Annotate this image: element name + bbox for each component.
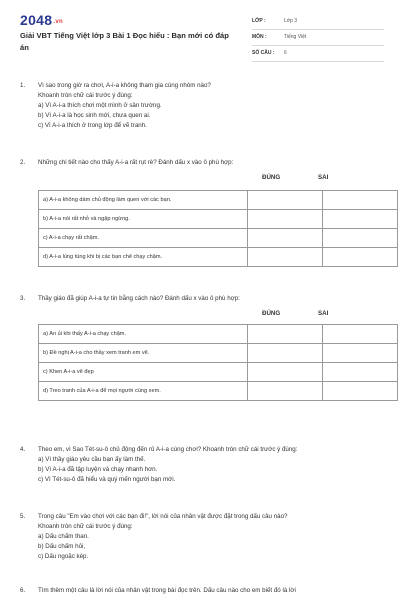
question-1-text: Vì sao trong giờ ra chơi, A-i-a không tham gia cùng nhóm nào?	[38, 82, 211, 89]
worksheet-page: 2048.vn Giải VBT Tiếng Việt lớp 3 Bài 1 Đọc hiểu : Bạn mới có đáp án LỚP : Lớp 3 MÔN : Tiếng Việt SỐ CÂU : 6 1. Vì sao trong giờ ra chơi, A-i-a không tham gia cùng nhóm nào? Khoanh tròn chữ cái trước ý đúng: a) Vì A-i-a thích chơi một mình ở sân trường. b) Vì A-i-a là học sinh mới, chưa quen ai. c) Vì A-i-a thích ở trong lớp để vẽ tranh. 2. Những chi tiết nào cho thấy A-i-a rất rụt rè? Đánh dấu x vào ô phù hợp: ĐÚNG SAI a) A-i-a không dám chủ động làm quen với các bạn. b) A-i-a nói rất nhỏ và ngập ngừng. c) A-i-a chạy rất chậm. d) A-i-a lúng túng khi bị các bạn chê chạy chậm. 3. Thầy giáo đã giúp A-i-a tự tin bằng cách nào? Đánh dấu x vào ô phù hợp: ĐÚNG SAI a) An ủi khi thấy A-i-a chạy chậm. b) Đề nghị A-i-a cho thầy xem tranh em vẽ. c) Khen A-i-a vẽ đẹp d) Treo tranh của A-i-a để mọi người cùng xem. 4. Theo em, vì Sao Tét-su-ô chủ động đến rủ A-i-a cùng chơi? Khoanh tròn chữ cái trước ý đúng: a) Vì thầy giáo yêu cầu bạn ấy làm thế. b) Vì A-i-a đã tập luyện và chạy nhanh hơn. c) Vì Tét-su-ô đã hiểu và quý mến người bạn mới. 5. Trong câu "Em vào chơi với các bạn đi!", lời nói của nhân vật được đặt trong dấu câu nào? Khoanh tròn chữ cái trước ý đúng: a) Dấu chấm than. b) Dấu chấm hỏi, c) Dấu ngoặc kép. 6. Tìm thêm một câu là lời nói của nhân vật trong bài đọc trên. Dấu câu nào cho em biết đó là lời	[0, 0, 400, 600]
site-logo[interactable]: 2048.vn	[20, 12, 63, 28]
q2-row-a-dung-cell[interactable]	[248, 191, 323, 210]
q2-header-dung: ĐÚNG	[262, 174, 281, 181]
question-5-option-b[interactable]: b) Dấu chấm hỏi,	[38, 543, 86, 550]
q3-header-dung: ĐÚNG	[262, 310, 281, 317]
q3-row-c-sai-cell[interactable]	[323, 363, 398, 382]
meta-row-grade: LỚP : Lớp 3	[252, 14, 384, 30]
question-1-option-c[interactable]: c) Vì A-i-a thích ở trong lớp để vẽ tranh.	[38, 122, 147, 129]
question-5-option-a[interactable]: a) Dấu chấm than.	[38, 533, 89, 540]
table-row	[39, 229, 398, 248]
question-2-text: Những chi tiết nào cho thấy A-i-a rất rụt rè? Đánh dấu x vào ô phù hợp:	[38, 159, 234, 166]
q2-row-c-text: c) A-i-a chạy rất chậm.	[39, 229, 248, 248]
table-row	[39, 191, 398, 210]
table-row	[39, 382, 398, 401]
q2-row-c-dung-cell[interactable]	[248, 229, 323, 248]
q3-row-d-sai-cell[interactable]	[323, 382, 398, 401]
q2-row-d-dung-cell[interactable]	[248, 248, 323, 267]
q3-row-b-sai-cell[interactable]	[323, 344, 398, 363]
question-3-text: Thầy giáo đã giúp A-i-a tự tin bằng cách nào? Đánh dấu x vào ô phù hợp:	[38, 295, 240, 302]
question-1-instruction: Khoanh tròn chữ cái trước ý đúng:	[38, 92, 133, 99]
table-row	[39, 363, 398, 382]
question-5-option-c[interactable]: c) Dấu ngoặc kép.	[38, 553, 89, 560]
q2-row-d-text: d) A-i-a lúng túng khi bị các bạn chê chạy chậm.	[39, 248, 248, 267]
q3-row-d-dung-cell[interactable]	[248, 382, 323, 401]
q2-row-b-text: b) A-i-a nói rất nhỏ và ngập ngừng.	[39, 210, 248, 229]
question-1-option-a[interactable]: a) Vì A-i-a thích chơi một mình ở sân trường.	[38, 102, 162, 109]
q2-row-b-sai-cell[interactable]	[323, 210, 398, 229]
q3-row-d-text: d) Treo tranh của A-i-a để mọi người cùng xem.	[39, 382, 248, 401]
q2-row-c-sai-cell[interactable]	[323, 229, 398, 248]
question-3-table	[38, 324, 398, 401]
question-2-table	[38, 190, 398, 267]
q3-row-a-sai-cell[interactable]	[323, 325, 398, 344]
question-6-text: Tìm thêm một câu là lời nói của nhân vật trong bài đọc trên. Dấu câu nào cho em biết đó là lời	[38, 587, 296, 594]
q3-row-a-text: a) An ủi khi thấy A-i-a chạy chậm.	[39, 325, 248, 344]
question-5-text: Trong câu "Em vào chơi với các bạn đi!", lời nói của nhân vật được đặt trong dấu câu nào?	[38, 513, 288, 520]
question-1-option-b[interactable]: b) Vì A-i-a là học sinh mới, chưa quen ai.	[38, 112, 151, 119]
document-title: Giải VBT Tiếng Việt lớp 3 Bài 1 Đọc hiểu : Bạn mới có đáp án	[20, 31, 229, 52]
question-4-option-a[interactable]: a) Vì thầy giáo yêu cầu bạn ấy làm thế.	[38, 456, 146, 463]
q3-row-c-dung-cell[interactable]	[248, 363, 323, 382]
q3-header-sai: SAI	[318, 310, 329, 317]
table-row	[39, 210, 398, 229]
q2-row-d-sai-cell[interactable]	[323, 248, 398, 267]
question-4-option-b[interactable]: b) Vì A-i-a đã tập luyện và chạy nhanh hơn.	[38, 466, 158, 473]
q2-row-a-sai-cell[interactable]	[323, 191, 398, 210]
q2-row-b-dung-cell[interactable]	[248, 210, 323, 229]
question-4-text: Theo em, vì Sao Tét-su-ô chủ động đến rủ A-i-a cùng chơi? Khoanh tròn chữ cái trước ý đúng:	[38, 446, 298, 453]
meta-row-question-count: SỐ CÂU : 6	[252, 46, 384, 62]
question-5-instruction: Khoanh tròn chữ cái trước ý đúng:	[38, 523, 133, 530]
q2-header-sai: SAI	[318, 174, 329, 181]
q3-row-c-text: c) Khen A-i-a vẽ đẹp	[39, 363, 248, 382]
table-row	[39, 248, 398, 267]
question-4-option-c[interactable]: c) Vì Tét-su-ô đã hiểu và quý mến người bạn mới.	[38, 476, 176, 483]
q3-row-a-dung-cell[interactable]	[248, 325, 323, 344]
meta-row-subject: MÔN : Tiếng Việt	[252, 30, 384, 46]
q3-row-b-dung-cell[interactable]	[248, 344, 323, 363]
table-row	[39, 325, 398, 344]
worksheet-meta	[252, 14, 384, 62]
q2-row-a-text: a) A-i-a không dám chủ động làm quen với các bạn.	[39, 191, 248, 210]
table-row	[39, 344, 398, 363]
q3-row-b-text: b) Đề nghị A-i-a cho thầy xem tranh em vẽ.	[39, 344, 248, 363]
